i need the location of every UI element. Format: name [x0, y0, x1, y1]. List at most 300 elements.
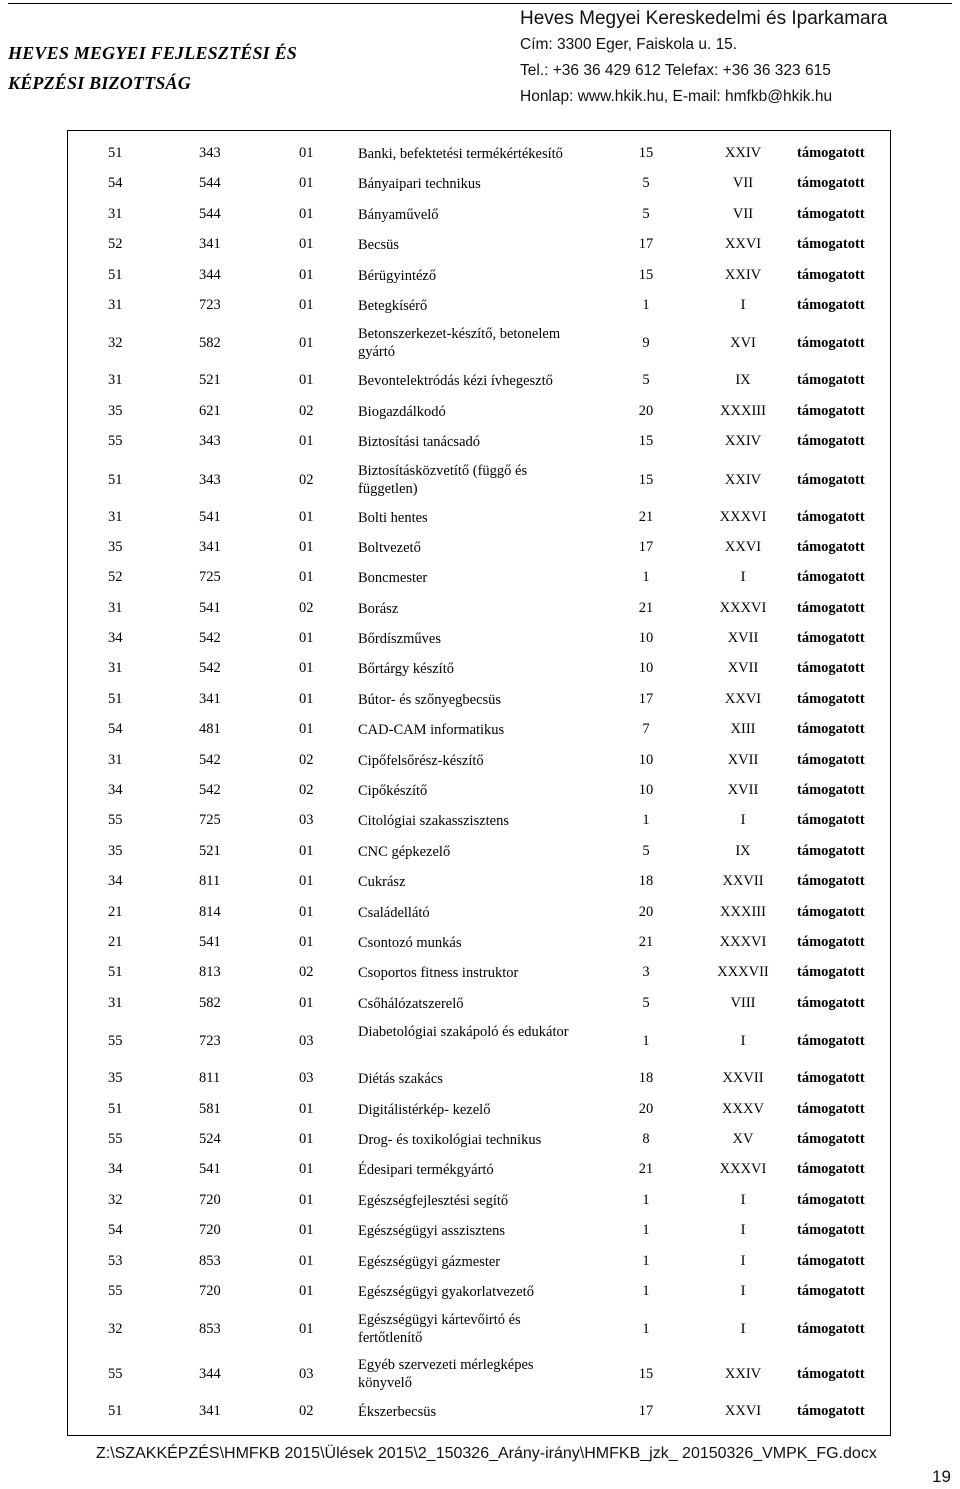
number-cell: 5 — [642, 205, 650, 222]
code-c-cell: 01 — [299, 1222, 314, 1239]
status-cell: támogatott — [797, 266, 865, 283]
code-b-cell: 544 — [199, 175, 221, 192]
table-row — [68, 321, 890, 366]
profession-name-cell: Egészségügyi asszisztens — [358, 1223, 505, 1240]
code-b-cell: 725 — [199, 569, 221, 586]
roman-numeral-cell: I — [740, 1191, 746, 1208]
status-cell: támogatott — [797, 964, 865, 981]
code-c-cell: 01 — [299, 721, 314, 738]
code-a-cell: 32 — [108, 1321, 123, 1338]
code-c-cell: 01 — [299, 903, 314, 920]
code-a-cell: 31 — [108, 508, 123, 525]
code-b-cell: 581 — [199, 1100, 221, 1117]
profession-name-cell: Cukrász — [358, 874, 406, 891]
status-cell: támogatott — [797, 1252, 865, 1269]
code-a-cell: 53 — [108, 1252, 123, 1269]
profession-name-cell: Egészségfejlesztési segítő — [358, 1192, 509, 1209]
number-cell: 17 — [638, 236, 654, 253]
number-cell: 10 — [638, 751, 654, 768]
status-cell: támogatott — [797, 1070, 865, 1087]
roman-numeral-cell: XXVI — [724, 538, 762, 555]
code-a-cell: 51 — [108, 1100, 123, 1117]
profession-name-cell: Biogazdálkodó — [358, 403, 446, 420]
profession-name-cell: Betonszerkezet-készítő, betonelem gyártó — [358, 326, 561, 361]
roman-numeral-cell: XVI — [730, 335, 756, 352]
roman-numeral-cell: XXIV — [724, 266, 762, 283]
file-path-footer: Z:\SZAKKÉPZÉS\HMFKB 2015\Ülések 2015\2_150326_Arány-irány\HMFKB_jzk_ 20150326_VMPK_FG.docx — [96, 1445, 877, 1462]
number-cell: 15 — [638, 145, 654, 161]
table-row — [68, 1095, 890, 1125]
roman-numeral-cell: XXXV — [722, 1100, 764, 1117]
number-cell: 1 — [642, 812, 650, 829]
code-b-cell: 853 — [199, 1321, 221, 1338]
number-cell: 8 — [642, 1130, 650, 1147]
code-a-cell: 35 — [108, 842, 123, 859]
profession-name-cell: Egészségügyi kártevőirtó és fertőtlenítő — [358, 1312, 521, 1347]
status-cell: támogatott — [797, 1100, 865, 1117]
number-cell: 10 — [638, 630, 654, 647]
table-row — [68, 291, 890, 321]
table-row — [68, 1352, 890, 1397]
code-c-cell: 01 — [299, 1100, 314, 1117]
table-row — [68, 898, 890, 928]
code-b-cell: 542 — [199, 630, 221, 647]
roman-numeral-cell: XXVI — [724, 690, 762, 707]
code-a-cell: 54 — [108, 175, 123, 192]
code-b-cell: 343 — [199, 145, 221, 161]
status-cell: támogatott — [797, 145, 865, 161]
table-row — [68, 139, 890, 169]
code-c-cell: 01 — [299, 335, 314, 352]
status-cell: támogatott — [797, 599, 865, 616]
status-cell: támogatott — [797, 433, 865, 450]
roman-numeral-cell: XXXVI — [719, 599, 767, 616]
roman-numeral-cell: I — [740, 812, 746, 829]
number-cell: 15 — [638, 433, 654, 450]
roman-numeral-cell: I — [740, 1282, 746, 1299]
code-a-cell: 31 — [108, 296, 123, 313]
profession-name-cell: Csontozó munkás — [358, 934, 462, 951]
profession-name-cell: Bőrtárgy készítő — [358, 661, 454, 678]
status-cell: támogatott — [797, 933, 865, 950]
table-row — [68, 624, 890, 654]
table-row — [68, 1186, 890, 1216]
code-a-cell: 51 — [108, 471, 123, 488]
table-row — [68, 989, 890, 1019]
table-row — [68, 1125, 890, 1155]
status-cell: támogatott — [797, 812, 865, 829]
code-b-cell: 720 — [199, 1191, 221, 1208]
profession-name-cell: Diabetológiai szakápoló és edukátor — [358, 1024, 569, 1041]
code-b-cell: 344 — [199, 1366, 221, 1383]
number-cell: 21 — [638, 599, 654, 616]
code-a-cell: 34 — [108, 630, 123, 647]
header-rule — [8, 3, 952, 4]
code-b-cell: 341 — [199, 690, 221, 707]
code-c-cell: 01 — [299, 205, 314, 222]
table-row — [68, 563, 890, 593]
code-b-cell: 544 — [199, 205, 221, 222]
table-row — [68, 715, 890, 745]
code-a-cell: 31 — [108, 660, 123, 677]
code-b-cell: 723 — [199, 296, 221, 313]
number-cell: 1 — [642, 569, 650, 586]
status-cell: támogatott — [797, 1161, 865, 1178]
code-c-cell: 01 — [299, 372, 314, 389]
code-a-cell: 35 — [108, 538, 123, 555]
code-a-cell: 34 — [108, 782, 123, 799]
code-b-cell: 621 — [199, 402, 221, 419]
table-row — [68, 1155, 890, 1185]
code-b-cell: 541 — [199, 1161, 221, 1178]
code-b-cell: 343 — [199, 433, 221, 450]
code-c-cell: 01 — [299, 508, 314, 525]
roman-numeral-cell: XXXVI — [719, 1161, 767, 1178]
profession-name-cell: Drog- és toxikológiai technikus — [358, 1131, 542, 1148]
code-c-cell: 02 — [299, 751, 314, 768]
code-c-cell: 01 — [299, 266, 314, 283]
code-b-cell: 344 — [199, 266, 221, 283]
table-row — [68, 746, 890, 776]
table-row — [68, 366, 890, 396]
code-a-cell: 21 — [108, 933, 123, 950]
status-cell: támogatott — [797, 508, 865, 525]
profession-name-cell: Bérügyintéző — [358, 267, 437, 284]
number-cell: 5 — [642, 842, 650, 859]
code-b-cell: 582 — [199, 994, 221, 1011]
table-row — [68, 1247, 890, 1277]
code-a-cell: 31 — [108, 599, 123, 616]
code-a-cell: 31 — [108, 994, 123, 1011]
number-cell: 5 — [642, 994, 650, 1011]
code-b-cell: 814 — [199, 903, 221, 920]
table-row — [68, 533, 890, 563]
table-row — [68, 200, 890, 230]
table-row — [68, 1019, 890, 1064]
code-b-cell: 343 — [199, 471, 221, 488]
status-cell: támogatott — [797, 1403, 865, 1420]
profession-name-cell: Citológiai szakasszisztens — [358, 813, 510, 830]
qualification-table — [67, 130, 891, 1436]
profession-name-cell: Betegkísérő — [358, 297, 428, 314]
number-cell: 21 — [638, 1161, 654, 1178]
status-cell: támogatott — [797, 690, 865, 707]
status-cell: támogatott — [797, 236, 865, 253]
table-row — [68, 1064, 890, 1094]
table-row — [68, 1277, 890, 1307]
number-cell: 15 — [638, 471, 654, 488]
roman-numeral-cell: XXIV — [724, 471, 762, 488]
code-a-cell: 34 — [108, 1161, 123, 1178]
code-c-cell: 01 — [299, 1161, 314, 1178]
code-b-cell: 542 — [199, 782, 221, 799]
roman-numeral-cell: XXXIII — [720, 903, 766, 920]
roman-numeral-cell: I — [740, 1033, 746, 1050]
code-a-cell: 31 — [108, 205, 123, 222]
code-a-cell: 31 — [108, 372, 123, 389]
code-c-cell: 03 — [299, 1366, 314, 1383]
number-cell: 21 — [638, 933, 654, 950]
status-cell: támogatott — [797, 538, 865, 555]
roman-numeral-cell: XVII — [727, 660, 759, 677]
table-row — [68, 1216, 890, 1246]
code-c-cell: 01 — [299, 145, 314, 161]
code-a-cell: 51 — [108, 145, 123, 161]
status-cell: támogatott — [797, 372, 865, 389]
profession-name-cell: Bútor- és szőnyegbecsüs — [358, 691, 502, 708]
roman-numeral-cell: XXVII — [722, 873, 764, 890]
code-a-cell: 55 — [108, 1366, 123, 1383]
code-a-cell: 55 — [108, 1130, 123, 1147]
status-cell: támogatott — [797, 751, 865, 768]
profession-name-cell: Édesipari termékgyártó — [358, 1162, 494, 1179]
profession-name-cell: Banki, befektetési termékértékesítő — [358, 146, 563, 162]
code-c-cell: 02 — [299, 1403, 314, 1420]
number-cell: 10 — [638, 660, 654, 677]
number-cell: 15 — [638, 266, 654, 283]
table-row — [68, 1397, 890, 1427]
profession-name-cell: Boltvezető — [358, 539, 421, 556]
roman-numeral-cell: XXXVII — [717, 964, 769, 981]
code-b-cell: 720 — [199, 1282, 221, 1299]
roman-numeral-cell: I — [740, 296, 746, 313]
number-cell: 7 — [642, 721, 650, 738]
roman-numeral-cell: I — [740, 1252, 746, 1269]
roman-numeral-cell: XXVI — [724, 236, 762, 253]
code-b-cell: 524 — [199, 1130, 221, 1147]
number-cell: 1 — [642, 1033, 650, 1050]
code-c-cell: 01 — [299, 175, 314, 192]
status-cell: támogatott — [797, 1033, 865, 1050]
code-c-cell: 02 — [299, 471, 314, 488]
profession-name-cell: Biztosításközvetítő (függő és független) — [358, 462, 528, 497]
number-cell: 18 — [638, 873, 654, 890]
profession-name-cell: Boncmester — [358, 570, 428, 587]
code-c-cell: 01 — [299, 630, 314, 647]
code-b-cell: 341 — [199, 538, 221, 555]
code-b-cell: 542 — [199, 660, 221, 677]
number-cell: 1 — [642, 1222, 650, 1239]
code-c-cell: 02 — [299, 964, 314, 981]
roman-numeral-cell: XXXVI — [719, 508, 767, 525]
number-cell: 3 — [642, 964, 650, 981]
code-a-cell: 54 — [108, 721, 123, 738]
roman-numeral-cell: XXVII — [722, 1070, 764, 1087]
code-b-cell: 813 — [199, 964, 221, 981]
roman-numeral-cell: VII — [732, 175, 754, 192]
code-c-cell: 03 — [299, 812, 314, 829]
table-row — [68, 685, 890, 715]
page-number: 19 — [932, 1467, 951, 1486]
table-row — [68, 958, 890, 988]
code-c-cell: 01 — [299, 1252, 314, 1269]
code-b-cell: 341 — [199, 236, 221, 253]
code-b-cell: 541 — [199, 933, 221, 950]
code-b-cell: 521 — [199, 372, 221, 389]
profession-name-cell: Bőrdíszműves — [358, 631, 441, 648]
code-b-cell: 811 — [199, 1070, 221, 1087]
code-b-cell: 541 — [199, 508, 221, 525]
code-a-cell: 55 — [108, 812, 123, 829]
chamber-web: Honlap: www.hkik.hu, E-mail: hmfkb@hkik.hu — [520, 88, 833, 105]
profession-name-cell: Digitálistérkép- kezelő — [358, 1101, 491, 1118]
profession-name-cell: CNC gépkezelő — [358, 843, 451, 860]
status-cell: támogatott — [797, 660, 865, 677]
status-cell: támogatott — [797, 569, 865, 586]
table-row — [68, 1307, 890, 1352]
number-cell: 1 — [642, 1282, 650, 1299]
table-row — [68, 427, 890, 457]
status-cell: támogatott — [797, 1366, 865, 1383]
number-cell: 5 — [642, 372, 650, 389]
chamber-phone: Tel.: +36 36 429 612 Telefax: +36 36 323 615 — [520, 62, 831, 79]
number-cell: 20 — [638, 903, 654, 920]
profession-name-cell: Bevontelektródás kézi ívhegesztő — [358, 373, 553, 390]
number-cell: 10 — [638, 782, 654, 799]
code-c-cell: 01 — [299, 1321, 314, 1338]
profession-name-cell: Ékszerbecsüs — [358, 1404, 437, 1421]
profession-name-cell: Csoportos fitness instruktor — [358, 965, 519, 982]
roman-numeral-cell: I — [740, 1321, 746, 1338]
number-cell: 5 — [642, 175, 650, 192]
code-a-cell: 52 — [108, 236, 123, 253]
status-cell: támogatott — [797, 175, 865, 192]
code-b-cell: 341 — [199, 1403, 221, 1420]
code-c-cell: 02 — [299, 599, 314, 616]
code-b-cell: 541 — [199, 599, 221, 616]
code-c-cell: 03 — [299, 1033, 314, 1050]
roman-numeral-cell: XXIV — [724, 145, 762, 161]
status-cell: támogatott — [797, 994, 865, 1011]
profession-name-cell: Biztosítási tanácsadó — [358, 434, 481, 451]
profession-name-cell: Cipőkészítő — [358, 783, 428, 800]
roman-numeral-cell: XVII — [727, 782, 759, 799]
profession-name-cell: Egészségügyi gázmester — [358, 1253, 501, 1270]
roman-numeral-cell: VIII — [730, 994, 756, 1011]
roman-numeral-cell: IX — [735, 842, 751, 859]
status-cell: támogatott — [797, 1191, 865, 1208]
code-b-cell: 725 — [199, 812, 221, 829]
code-b-cell: 542 — [199, 751, 221, 768]
code-a-cell: 51 — [108, 690, 123, 707]
chamber-address: Cím: 3300 Eger, Faiskola u. 15. — [520, 36, 738, 53]
table-row — [68, 837, 890, 867]
code-c-cell: 01 — [299, 994, 314, 1011]
roman-numeral-cell: I — [740, 1222, 746, 1239]
profession-name-cell: Bányaművelő — [358, 206, 439, 223]
table-row — [68, 654, 890, 684]
status-cell: támogatott — [797, 1222, 865, 1239]
roman-numeral-cell: IX — [735, 372, 751, 389]
status-cell: támogatott — [797, 782, 865, 799]
code-a-cell: 55 — [108, 1033, 123, 1050]
table-row — [68, 928, 890, 958]
table-row — [68, 776, 890, 806]
number-cell: 18 — [638, 1070, 654, 1087]
code-a-cell: 32 — [108, 1191, 123, 1208]
code-a-cell: 55 — [108, 1282, 123, 1299]
number-cell: 1 — [642, 296, 650, 313]
code-c-cell: 01 — [299, 433, 314, 450]
code-a-cell: 54 — [108, 1222, 123, 1239]
roman-numeral-cell: XXIV — [724, 433, 762, 450]
status-cell: támogatott — [797, 630, 865, 647]
roman-numeral-cell: XXXVI — [719, 933, 767, 950]
code-c-cell: 02 — [299, 782, 314, 799]
code-c-cell: 01 — [299, 1282, 314, 1299]
profession-name-cell: Borász — [358, 600, 399, 617]
code-a-cell: 31 — [108, 751, 123, 768]
roman-numeral-cell: XXXIII — [720, 402, 766, 419]
roman-numeral-cell: I — [740, 569, 746, 586]
code-c-cell: 01 — [299, 690, 314, 707]
number-cell: 17 — [638, 690, 654, 707]
number-cell: 20 — [638, 402, 654, 419]
roman-numeral-cell: XXVI — [724, 1403, 762, 1420]
roman-numeral-cell: XXIV — [724, 1366, 762, 1383]
roman-numeral-cell: XV — [732, 1130, 754, 1147]
profession-name-cell: Egészségügyi gyakorlatvezető — [358, 1283, 534, 1300]
code-c-cell: 02 — [299, 402, 314, 419]
roman-numeral-cell: XIII — [730, 721, 756, 738]
profession-name-cell: Bolti hentes — [358, 509, 428, 526]
page-header — [0, 0, 960, 122]
status-cell: támogatott — [797, 842, 865, 859]
code-c-cell: 01 — [299, 236, 314, 253]
status-cell: támogatott — [797, 296, 865, 313]
code-c-cell: 01 — [299, 842, 314, 859]
code-c-cell: 01 — [299, 873, 314, 890]
number-cell: 21 — [638, 508, 654, 525]
chamber-contact — [520, 6, 888, 110]
code-c-cell: 01 — [299, 933, 314, 950]
code-b-cell: 521 — [199, 842, 221, 859]
profession-name-cell: CAD-CAM informatikus — [358, 722, 505, 739]
code-c-cell: 01 — [299, 1130, 314, 1147]
table-row — [68, 806, 890, 836]
roman-numeral-cell: XVII — [727, 751, 759, 768]
number-cell: 1 — [642, 1321, 650, 1338]
code-a-cell: 34 — [108, 873, 123, 890]
chamber-name: Heves Megyei Kereskedelmi és Iparkamara — [520, 8, 888, 29]
code-b-cell: 853 — [199, 1252, 221, 1269]
code-a-cell: 51 — [108, 964, 123, 981]
table-row — [68, 867, 890, 897]
table-row — [68, 169, 890, 199]
code-a-cell: 21 — [108, 903, 123, 920]
status-cell: támogatott — [797, 471, 865, 488]
status-cell: támogatott — [797, 903, 865, 920]
code-c-cell: 01 — [299, 296, 314, 313]
status-cell: támogatott — [797, 1321, 865, 1338]
code-a-cell: 52 — [108, 569, 123, 586]
committee-name-line1: HEVES MEGYEI FEJLESZTÉSI ÉS — [8, 43, 297, 63]
code-a-cell: 35 — [108, 402, 123, 419]
number-cell: 1 — [642, 1191, 650, 1208]
status-cell: támogatott — [797, 205, 865, 222]
table-row — [68, 261, 890, 291]
number-cell: 1 — [642, 1252, 650, 1269]
committee-name-line2: KÉPZÉSI BIZOTTSÁG — [8, 73, 191, 93]
code-c-cell: 01 — [299, 660, 314, 677]
status-cell: támogatott — [797, 873, 865, 890]
status-cell: támogatott — [797, 1282, 865, 1299]
code-a-cell: 51 — [108, 266, 123, 283]
table-row — [68, 594, 890, 624]
code-c-cell: 01 — [299, 1191, 314, 1208]
roman-numeral-cell: XVII — [727, 630, 759, 647]
profession-name-cell: Cipőfelsőrész-készítő — [358, 752, 484, 769]
